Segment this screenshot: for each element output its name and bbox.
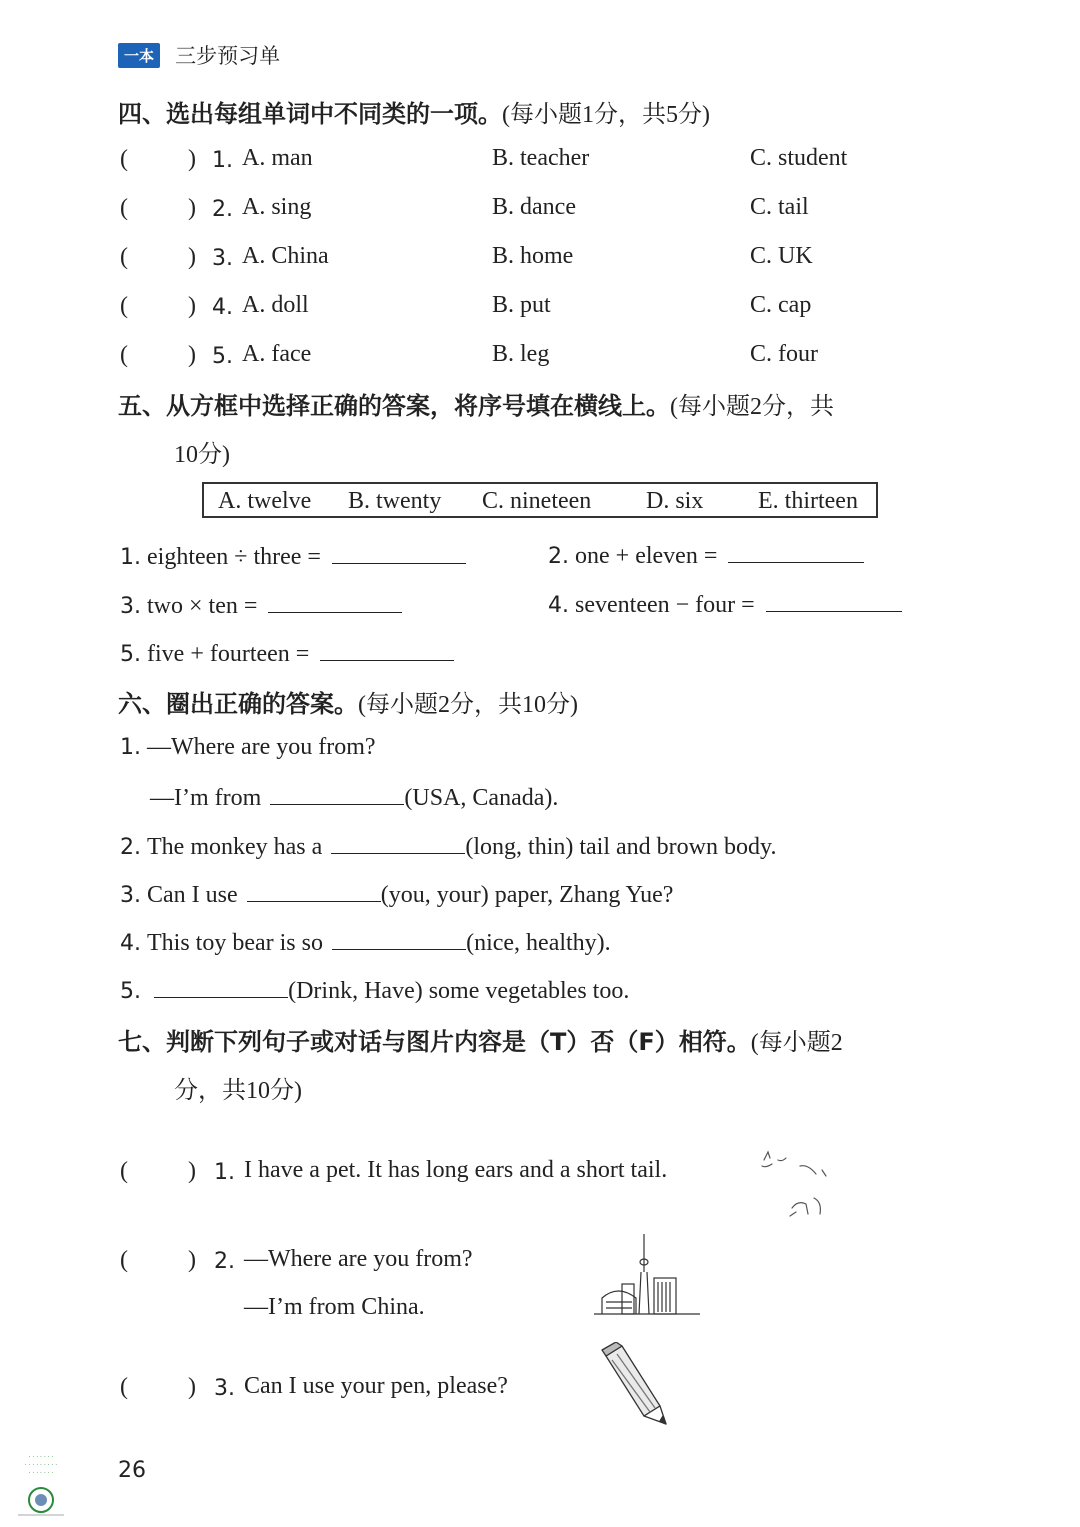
series-badge: 一本 <box>118 43 160 68</box>
item-text: one + eleven = <box>575 543 718 569</box>
item-number: 2. <box>548 544 569 569</box>
item-text: five + fourteen = <box>147 641 310 667</box>
question-choices: (USA, Canada). <box>404 785 559 811</box>
question-4 <box>120 927 611 957</box>
math-item <box>120 541 466 571</box>
item-number: 3. <box>214 1376 235 1401</box>
question-1 <box>120 734 376 761</box>
question-number: 1. <box>120 735 141 760</box>
answer-blank[interactable] <box>320 638 454 661</box>
question-3 <box>120 879 673 909</box>
answer-paren[interactable]: ( ) <box>120 244 196 270</box>
option-a: A. sing <box>242 194 312 220</box>
city-tower-sketch-icon <box>592 1232 702 1318</box>
answer-blank[interactable] <box>766 589 902 612</box>
math-item <box>548 589 902 619</box>
item-text: —I’m from China. <box>244 1294 425 1320</box>
section-7-note-cont: 分，共10分) <box>174 1078 302 1104</box>
header-title: 三步预习单 <box>175 44 281 68</box>
option-word: A. twelve <box>218 488 312 514</box>
option-c: C. cap <box>750 292 812 318</box>
question-text: —I’m from <box>150 785 262 811</box>
watermark-stamp <box>8 1454 74 1520</box>
item-number: 5. <box>120 642 141 667</box>
item-text: two × ten = <box>147 593 258 619</box>
question-number: 3. <box>120 883 141 908</box>
question-number: 5. <box>120 979 141 1004</box>
question-text: —Where are you from? <box>147 734 376 760</box>
item-number: 1. <box>120 545 141 570</box>
section-6-title: 圈出正确的答案。 <box>166 690 358 718</box>
option-a: A. doll <box>242 292 309 318</box>
math-item <box>120 590 402 620</box>
row-number: 3. <box>212 246 233 271</box>
section-5-label: 五、 <box>118 392 166 420</box>
option-b: B. home <box>492 243 574 269</box>
item-text: I have a pet. It has long ears and a short tail. <box>244 1157 668 1183</box>
item-text: Can I use your pen, please? <box>244 1373 508 1399</box>
answer-paren[interactable]: ( ) <box>120 1374 196 1400</box>
answer-paren[interactable]: ( ) <box>120 1158 196 1184</box>
answer-blank[interactable] <box>331 831 465 854</box>
item-number: 2. <box>214 1249 235 1274</box>
answer-blank[interactable] <box>247 879 381 902</box>
option-word: D. six <box>646 488 704 514</box>
question-choices: (you, your) paper, Zhang Yue? <box>380 882 674 908</box>
answer-paren[interactable]: ( ) <box>120 195 196 221</box>
section-5-note-cont: 10分) <box>174 442 230 468</box>
question-choices: (long, thin) tail and brown body. <box>465 834 777 860</box>
option-word: B. twenty <box>348 488 442 514</box>
item-number: 4. <box>548 593 569 618</box>
option-c: C. UK <box>750 243 813 269</box>
answer-blank[interactable] <box>270 782 404 805</box>
question-text: Can I use <box>147 882 238 908</box>
question-text: This toy bear is so <box>147 930 323 956</box>
answer-paren[interactable]: ( ) <box>120 146 196 172</box>
item-text: eighteen ÷ three = <box>147 544 321 570</box>
section-6-note: (每小题2分，共10分) <box>358 692 578 718</box>
question-number: 4. <box>120 931 141 956</box>
section-6-heading <box>118 684 578 719</box>
answer-paren[interactable]: ( ) <box>120 1247 196 1273</box>
section-4-heading <box>118 94 710 129</box>
row-number: 5. <box>212 344 233 369</box>
answer-paren[interactable]: ( ) <box>120 342 196 368</box>
row-number: 4. <box>212 295 233 320</box>
option-c: C. four <box>750 341 818 367</box>
section-5-title: 从方框中选择正确的答案，将序号填在横线上。 <box>166 392 670 420</box>
math-item <box>120 638 454 668</box>
item-text: —Where are you from? <box>244 1246 473 1272</box>
option-a: A. face <box>242 341 312 367</box>
item-text: seventeen − four = <box>575 592 755 618</box>
section-7-title: 判断下列句子或对话与图片内容是（T）否（F）相符。 <box>166 1028 751 1056</box>
row-number: 2. <box>212 197 233 222</box>
question-1-answer-line <box>150 782 558 812</box>
section-6-label: 六、 <box>118 690 166 718</box>
item-number: 1. <box>214 1160 235 1185</box>
option-c: C. student <box>750 145 848 171</box>
section-5-heading <box>118 386 834 421</box>
question-number: 2. <box>120 835 141 860</box>
answer-blank[interactable] <box>332 541 466 564</box>
option-b: B. put <box>492 292 551 318</box>
question-choices: (nice, healthy). <box>466 930 611 956</box>
section-7-note: (每小题2 <box>750 1030 843 1056</box>
option-b: B. teacher <box>492 145 590 171</box>
question-choices: (Drink, Have) some vegetables too. <box>288 978 630 1004</box>
options-box <box>202 482 878 518</box>
header <box>118 40 280 70</box>
watermark-text: · · · · · · · · · · · · · · · · · · · · · · · <box>24 1454 58 1477</box>
option-b: B. leg <box>492 341 550 367</box>
answer-paren[interactable]: ( ) <box>120 293 196 319</box>
option-b: B. dance <box>492 194 576 220</box>
option-a: A. man <box>242 145 313 171</box>
option-c: C. tail <box>750 194 809 220</box>
pencil-sketch-icon <box>600 1342 674 1428</box>
section-5-note: (每小题2分，共 <box>670 394 834 420</box>
item-number: 3. <box>120 594 141 619</box>
answer-blank[interactable] <box>332 927 466 950</box>
option-word: E. thirteen <box>758 488 858 514</box>
answer-blank[interactable] <box>154 975 288 998</box>
option-a: A. China <box>242 243 329 269</box>
option-word: C. nineteen <box>482 488 592 514</box>
qr-seal-icon <box>8 1478 74 1518</box>
math-item <box>548 540 864 570</box>
rabbit-sketch-icon <box>756 1146 832 1222</box>
section-4-title: 选出每组单词中不同类的一项。 <box>166 100 502 128</box>
section-4-label: 四、 <box>118 100 166 128</box>
section-7-heading <box>118 1022 843 1057</box>
question-2 <box>120 831 776 861</box>
question-text: The monkey has a <box>147 834 323 860</box>
question-5 <box>120 975 629 1005</box>
answer-blank[interactable] <box>728 540 864 563</box>
section-7-label: 七、 <box>118 1028 166 1056</box>
row-number: 1. <box>212 148 233 173</box>
page-number: 26 <box>118 1458 146 1483</box>
answer-blank[interactable] <box>268 590 402 613</box>
section-4-note: (每小题1分，共5分) <box>502 102 710 128</box>
